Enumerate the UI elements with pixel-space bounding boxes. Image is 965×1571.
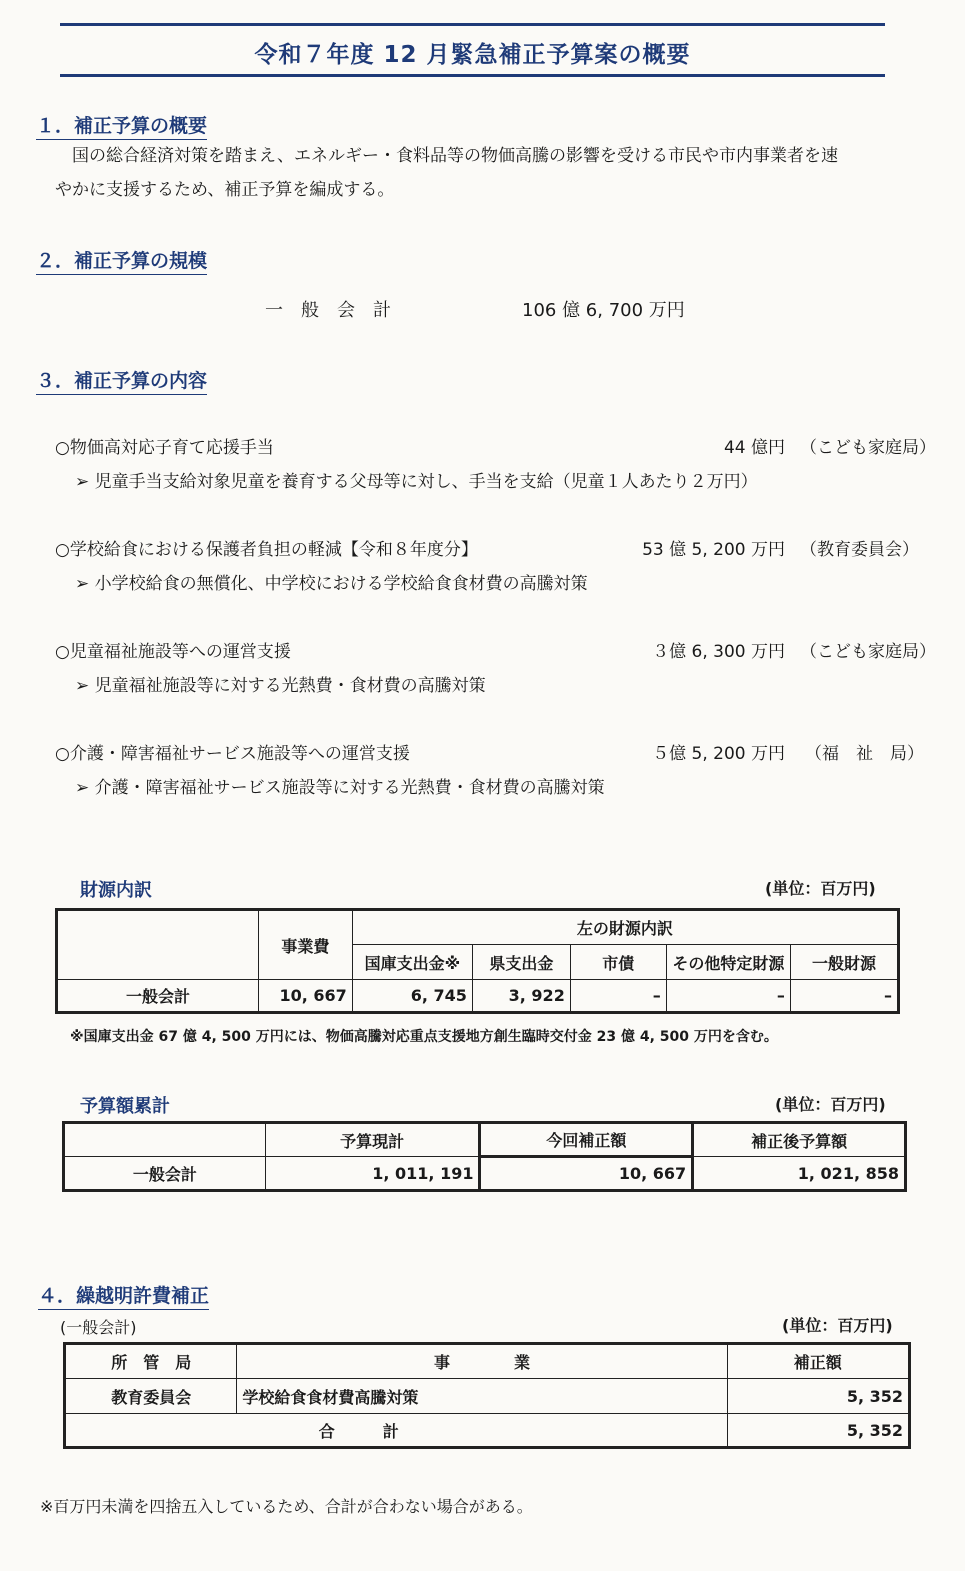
funding-empty-header [57, 910, 259, 980]
item-title: ○介護・障害福祉サービス施設等への運営支援 [55, 744, 410, 764]
cumulative-cell: 1, 011, 191 [265, 1157, 480, 1191]
section2-label: 一 般 会 計 [265, 300, 391, 321]
item-title: ○児童福祉施設等への運営支援 [55, 642, 291, 662]
item-dept: （こども家庭局） [800, 438, 936, 458]
section2-heading: ２．補正予算の規模 [36, 246, 207, 275]
funding-note: ※国庫支出金 67 億 4, 500 万円には、物価高騰対応重点支援地方創生臨時交付金 23 億 4, 500 万円を含む。 [70, 1029, 778, 1045]
carryover-total-amount: 5, 352 [727, 1414, 909, 1448]
cumulative-col: 今回補正額 [480, 1123, 693, 1157]
carryover-amount: 5, 352 [727, 1379, 909, 1414]
funding-col-group: 左の財源内訳 [352, 910, 898, 945]
carryover-dept: 教育委員会 [65, 1379, 237, 1414]
item-title: ○学校給食における保護者負担の軽減【令和８年度分】 [55, 540, 478, 560]
item-desc: ➢ 児童福祉施設等に対する光熱費・食材費の高騰対策 [75, 676, 486, 696]
cumulative-heading: 予算額累計 [80, 1096, 170, 1117]
cumulative-col: 補正後予算額 [693, 1123, 906, 1157]
funding-cell: 3, 922 [472, 980, 570, 1013]
item-dept: （教育委員会） [800, 540, 919, 560]
funding-unit: (単位：百万円) [765, 879, 876, 898]
item-amount: ３億 6, 300 万円 [652, 642, 785, 662]
carryover-table [63, 1342, 911, 1449]
cumulative-row-label: 一般会計 [64, 1157, 266, 1191]
funding-col: その他特定財源 [666, 945, 790, 980]
item-desc: ➢ 小学校給食の無償化、中学校における学校給食食材費の高騰対策 [75, 574, 588, 594]
section1-line1: 国の総合経済対策を踏まえ、エネルギー・食料品等の物価高騰の影響を受ける市民や市内事業者を速 [72, 146, 839, 166]
cumulative-cell: 10, 667 [480, 1157, 693, 1191]
cumulative-cell: 1, 021, 858 [693, 1157, 906, 1191]
section3-heading: ３．補正予算の内容 [36, 366, 207, 395]
page-title: 令和７年度 12 月緊急補正予算案の概要 [254, 42, 691, 68]
item-amount: 44 億円 [723, 438, 785, 458]
funding-col-cost: 事業費 [258, 910, 352, 980]
carryover-project: 学校給食食材費高騰対策 [237, 1379, 727, 1414]
carryover-total-label: 合 計 [65, 1414, 728, 1448]
funding-col: 市債 [570, 945, 666, 980]
item-desc: ➢ 児童手当支給対象児童を養育する父母等に対し、手当を支給（児童１人あたり２万円） [75, 472, 758, 492]
cumulative-unit: (単位：百万円) [775, 1095, 886, 1114]
item-dept: （こども家庭局） [800, 642, 936, 662]
title-rule-top [60, 23, 885, 26]
funding-heading: 財源内訳 [80, 880, 152, 901]
funding-cell: 6, 745 [352, 980, 472, 1013]
carryover-col: 事 業 [237, 1344, 727, 1379]
item-dept: （福 祉 局） [805, 744, 924, 764]
item-title: ○物価高対応子育て応援手当 [55, 438, 274, 458]
funding-row-label: 一般会計 [57, 980, 259, 1013]
section4-sub: (一般会計) [60, 1318, 137, 1337]
funding-table [55, 908, 900, 1014]
title-rule-bottom [60, 74, 885, 77]
item-amount: ５億 5, 200 万円 [652, 744, 785, 764]
section1-heading: １．補正予算の概要 [36, 111, 207, 140]
funding-cell: – [570, 980, 666, 1013]
section4-heading: ４．繰越明許費補正 [38, 1281, 209, 1310]
section1-line2: やかに支援するため、補正予算を編成する。 [55, 180, 395, 200]
funding-col: 県支出金 [472, 945, 570, 980]
carryover-col: 所 管 局 [65, 1344, 237, 1379]
funding-col: 国庫支出金※ [352, 945, 472, 980]
funding-cell: – [790, 980, 898, 1013]
cumulative-col: 予算現計 [265, 1123, 480, 1157]
item-desc: ➢ 介護・障害福祉サービス施設等に対する光熱費・食材費の高騰対策 [75, 778, 605, 798]
item-amount: 53 億 5, 200 万円 [642, 540, 785, 560]
carryover-col: 補正額 [727, 1344, 909, 1379]
funding-cell: 10, 667 [258, 980, 352, 1013]
section2-amount: 106 億 6, 700 万円 [522, 300, 685, 321]
funding-cell: – [666, 980, 790, 1013]
footnote: ※百万円未満を四捨五入しているため、合計が合わない場合がある。 [40, 1497, 533, 1516]
cumulative-empty-header [64, 1123, 266, 1157]
section4-unit: (単位：百万円) [782, 1316, 893, 1335]
funding-col: 一般財源 [790, 945, 898, 980]
cumulative-table [62, 1121, 907, 1192]
